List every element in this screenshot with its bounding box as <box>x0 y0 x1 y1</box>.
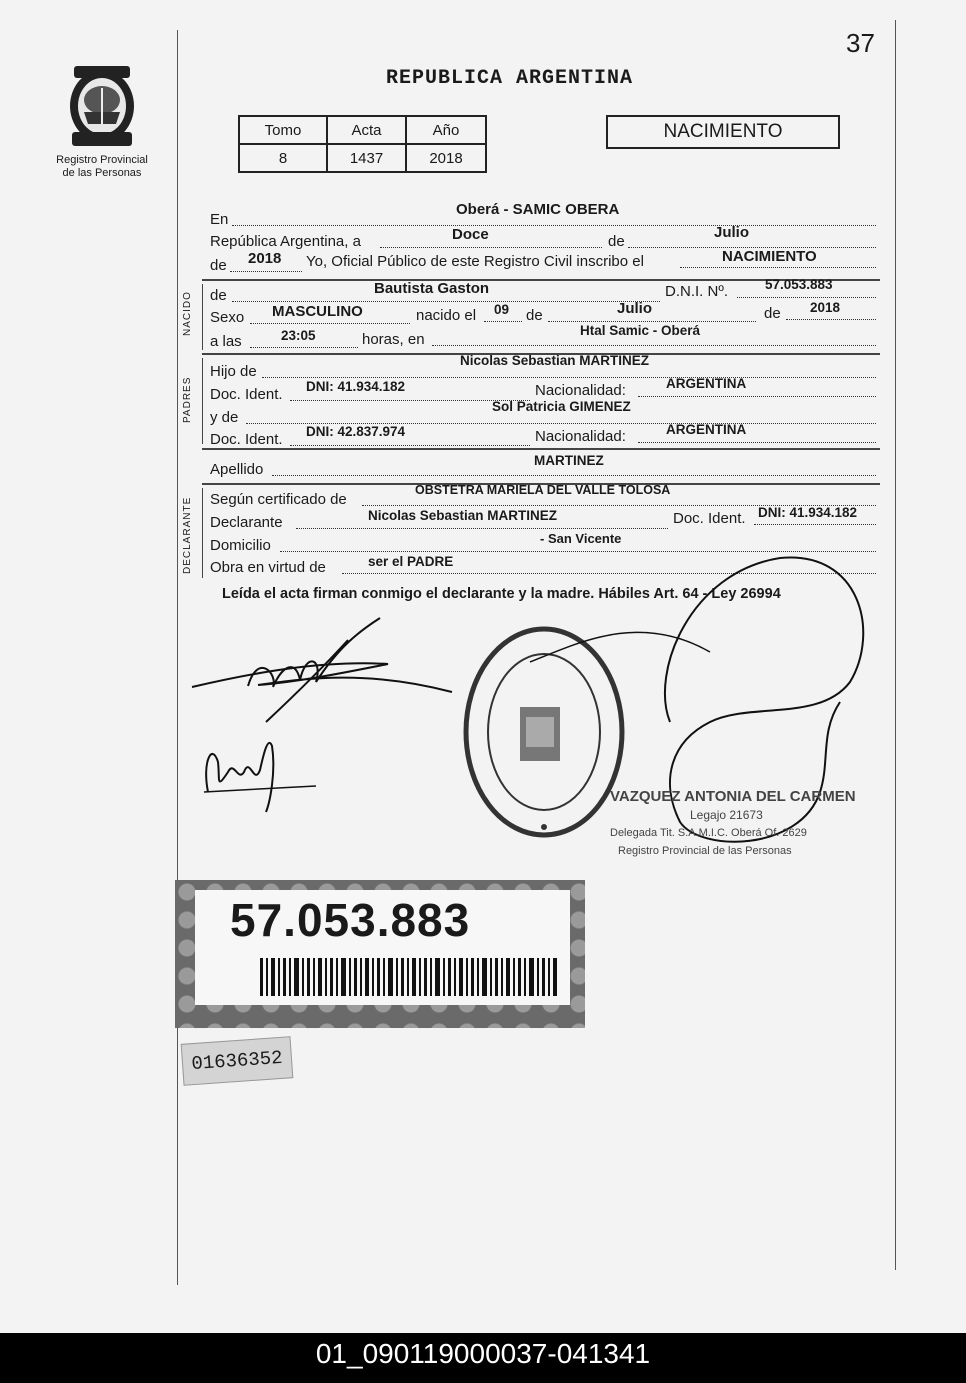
father-name-value: Nicolas Sebastian MARTINEZ <box>460 353 650 368</box>
dotted-line <box>232 301 660 302</box>
official-name: VAZQUEZ ANTONIA DEL CARMEN <box>610 788 856 805</box>
month-value: Julio <box>714 224 750 241</box>
label-nacionalidad: Nacionalidad: <box>535 382 626 399</box>
dotted-line <box>230 271 302 272</box>
mother-doc-value: DNI: 42.837.974 <box>306 424 406 439</box>
section-divider <box>202 284 203 350</box>
year-value: 2018 <box>248 250 282 267</box>
mother-name-value: Sol Patricia GIMENEZ <box>492 399 631 414</box>
time-value: 23:05 <box>281 328 316 343</box>
place-value: Oberá - SAMIC OBERA <box>456 201 620 218</box>
father-doc-value: DNI: 41.934.182 <box>306 379 406 394</box>
father-nationality-value: ARGENTINA <box>666 376 747 391</box>
label-nacido-el: nacido el <box>416 307 477 324</box>
tomo-header: Tomo <box>239 116 327 144</box>
record-type-box: NACIMIENTO <box>606 115 840 149</box>
label-segun: Según certificado de <box>210 491 347 508</box>
label-declarante: Declarante <box>210 514 283 531</box>
label-en: En <box>210 211 229 228</box>
birth-day-value: 09 <box>494 302 510 317</box>
signature-declarant <box>188 612 458 727</box>
serial-sticker: 01636352 <box>181 1036 294 1086</box>
label-a-las: a las <box>210 333 242 350</box>
day-words-value: Doce <box>452 226 489 243</box>
label-doc-ident: Doc. Ident. <box>210 386 283 403</box>
registry-table <box>238 115 487 173</box>
birth-place-value: Htal Samic - Oberá <box>580 323 701 338</box>
official-signature-block <box>610 788 856 860</box>
label-de: de <box>764 305 781 322</box>
label-dni: D.N.I. Nº. <box>665 283 728 300</box>
label-apellido: Apellido <box>210 461 264 478</box>
label-de: de <box>210 257 227 274</box>
surname-value: MARTINEZ <box>534 453 604 468</box>
dotted-line <box>250 347 358 348</box>
address-value: - San Vicente <box>540 531 622 546</box>
dotted-line <box>484 321 522 322</box>
label-de: de <box>608 233 625 250</box>
label-nacionalidad: Nacionalidad: <box>535 428 626 445</box>
label-republica: República Argentina, a <box>210 233 361 250</box>
section-nacido: NACIDO <box>182 291 193 336</box>
capacity-value: ser el PADRE <box>368 554 454 569</box>
logo-caption <box>42 154 162 180</box>
barcode-number: 57.053.883 <box>230 894 471 946</box>
dotted-line <box>680 267 876 268</box>
dotted-line <box>250 323 410 324</box>
dotted-line <box>548 321 756 322</box>
province-seal-logo <box>60 60 144 152</box>
label-de: de <box>210 287 227 304</box>
barcode-graphic <box>260 958 560 996</box>
tomo-value: 8 <box>239 144 327 172</box>
logo-caption-line-2: de las Personas <box>62 167 142 179</box>
declarant-value: Nicolas Sebastian MARTINEZ <box>368 508 558 523</box>
dotted-line <box>786 319 876 320</box>
section-declarante: DECLARANTE <box>182 496 193 574</box>
official-office: Registro Provincial de las Personas <box>618 845 792 857</box>
acta-header: Acta <box>327 116 406 144</box>
official-role: Delegada Tit. S.A.M.I.C. Oberá Of. 2629 <box>610 827 807 839</box>
sex-value: MASCULINO <box>272 303 363 320</box>
section-divider <box>202 488 203 578</box>
acta-value: 1437 <box>327 144 406 172</box>
label-doc-ident: Doc. Ident. <box>210 431 283 448</box>
dotted-line <box>737 297 876 298</box>
dotted-line <box>380 247 602 248</box>
dotted-line <box>296 528 668 529</box>
left-margin-line <box>177 30 178 1285</box>
label-hijo-de: Hijo de <box>210 363 257 380</box>
legal-text: Leída el acta firman conmigo el declarante y la madre. Hábiles Art. 64 - Ley 26994 <box>222 586 781 602</box>
label-obra: Obra en virtud de <box>210 559 326 576</box>
birth-month-value: Julio <box>617 300 653 317</box>
dotted-line <box>262 377 876 378</box>
dotted-line <box>232 225 876 226</box>
logo-caption-line-1: Registro Provincial <box>56 154 148 166</box>
anio-value: 2018 <box>406 144 486 172</box>
right-margin-line <box>895 20 896 1270</box>
section-divider <box>202 448 880 450</box>
dotted-line <box>290 445 530 446</box>
anio-header: Año <box>406 116 486 144</box>
birth-year-value: 2018 <box>810 300 841 315</box>
label-yo: Yo, Oficial Público de este Registro Civil inscribo el <box>306 253 644 270</box>
label-y-de: y de <box>210 409 239 426</box>
child-name-value: Bautista Gaston <box>374 280 490 297</box>
document-title: REPUBLICA ARGENTINA <box>386 67 634 90</box>
label-de: de <box>526 307 543 324</box>
mother-nationality-value: ARGENTINA <box>666 422 747 437</box>
dotted-line <box>754 524 876 525</box>
dotted-line <box>272 475 876 476</box>
act-type-value: NACIMIENTO <box>722 248 817 265</box>
label-doc-ident: Doc. Ident. <box>673 510 746 527</box>
label-domicilio: Domicilio <box>210 537 271 554</box>
footer-id-bar: 01_090119000037-041341 <box>0 1333 966 1383</box>
child-dni-value: 57.053.883 <box>765 277 833 292</box>
section-padres: PADRES <box>182 376 193 423</box>
dotted-line <box>638 396 876 397</box>
certificate-value: OBSTETRA MARIELA DEL VALLE TOLOSA <box>415 483 671 497</box>
label-horas-en: horas, en <box>362 331 425 348</box>
dotted-line <box>432 345 876 346</box>
declarant-doc-value: DNI: 41.934.182 <box>758 505 858 520</box>
official-legajo: Legajo 21673 <box>690 808 763 822</box>
signature-mother <box>198 732 328 817</box>
section-divider <box>202 358 203 444</box>
label-sexo: Sexo <box>210 309 245 326</box>
dotted-line <box>638 442 876 443</box>
page-number: 37 <box>846 28 875 58</box>
